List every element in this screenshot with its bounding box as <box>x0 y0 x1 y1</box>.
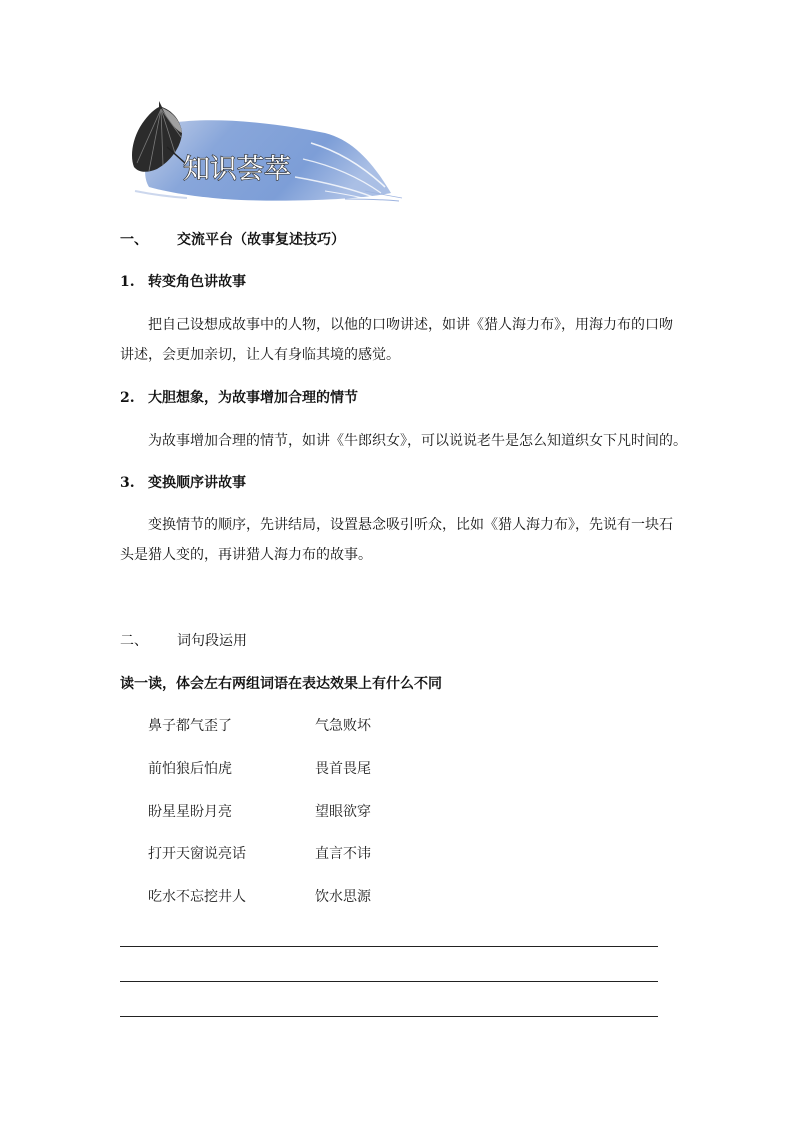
item3-paragraph <box>120 510 673 570</box>
item2-title: 大胆想象，为故事增加合理的情节 <box>148 390 358 406</box>
pair-left: 吃水不忘挖井人 <box>148 889 246 905</box>
section2-number: 二、 <box>120 633 148 649</box>
pair-right: 气急败坏 <box>315 718 371 734</box>
item3-number: 3. <box>120 475 135 491</box>
item1-paragraph <box>120 310 673 370</box>
pair-right: 畏首畏尾 <box>315 761 371 777</box>
paragraph-line: 头是猎人变的，再讲猎人海力布的故事。 <box>120 547 372 563</box>
section1-title: 交流平台（故事复述技巧） <box>177 232 345 248</box>
instruction: 读一读，体会左右两组词语在表达效果上有什么不同 <box>120 676 442 692</box>
pair-left: 盼星星盼月亮 <box>148 804 232 820</box>
item3-title: 变换顺序讲故事 <box>148 475 246 491</box>
answer-line <box>120 946 658 947</box>
banner-title: 知识荟萃 <box>183 154 291 185</box>
item1-number: 1. <box>120 274 135 290</box>
pair-left: 鼻子都气歪了 <box>148 718 232 734</box>
item2-number: 2. <box>120 390 135 406</box>
paragraph-line: 把自己设想成故事中的人物，以他的口吻讲述，如讲《猎人海力布》，用海力布的口吻 <box>148 317 673 333</box>
answer-line <box>120 981 658 982</box>
paragraph-line: 为故事增加合理的情节，如讲《牛郎织女》，可以说说老牛是怎么知道织女下凡时间的。 <box>148 433 687 449</box>
pair-right: 直言不讳 <box>315 846 371 862</box>
paragraph-line: 讲述，会更加亲切，让人有身临其境的感觉。 <box>120 347 400 363</box>
pair-left: 前怕狼后怕虎 <box>148 761 232 777</box>
paragraph-line: 变换情节的顺序，先讲结局，设置悬念吸引听众，比如《猎人海力布》，先说有一块石 <box>148 517 673 533</box>
item2-paragraph <box>120 426 687 456</box>
banner <box>115 95 405 215</box>
pair-right: 饮水思源 <box>315 889 371 905</box>
answer-line <box>120 1016 658 1017</box>
item1-title: 转变角色讲故事 <box>148 274 246 290</box>
pair-right: 望眼欲穿 <box>315 804 371 820</box>
pair-left: 打开天窗说亮话 <box>148 846 246 862</box>
section1-number: 一、 <box>120 232 148 248</box>
section2-title: 词句段运用 <box>177 633 247 649</box>
